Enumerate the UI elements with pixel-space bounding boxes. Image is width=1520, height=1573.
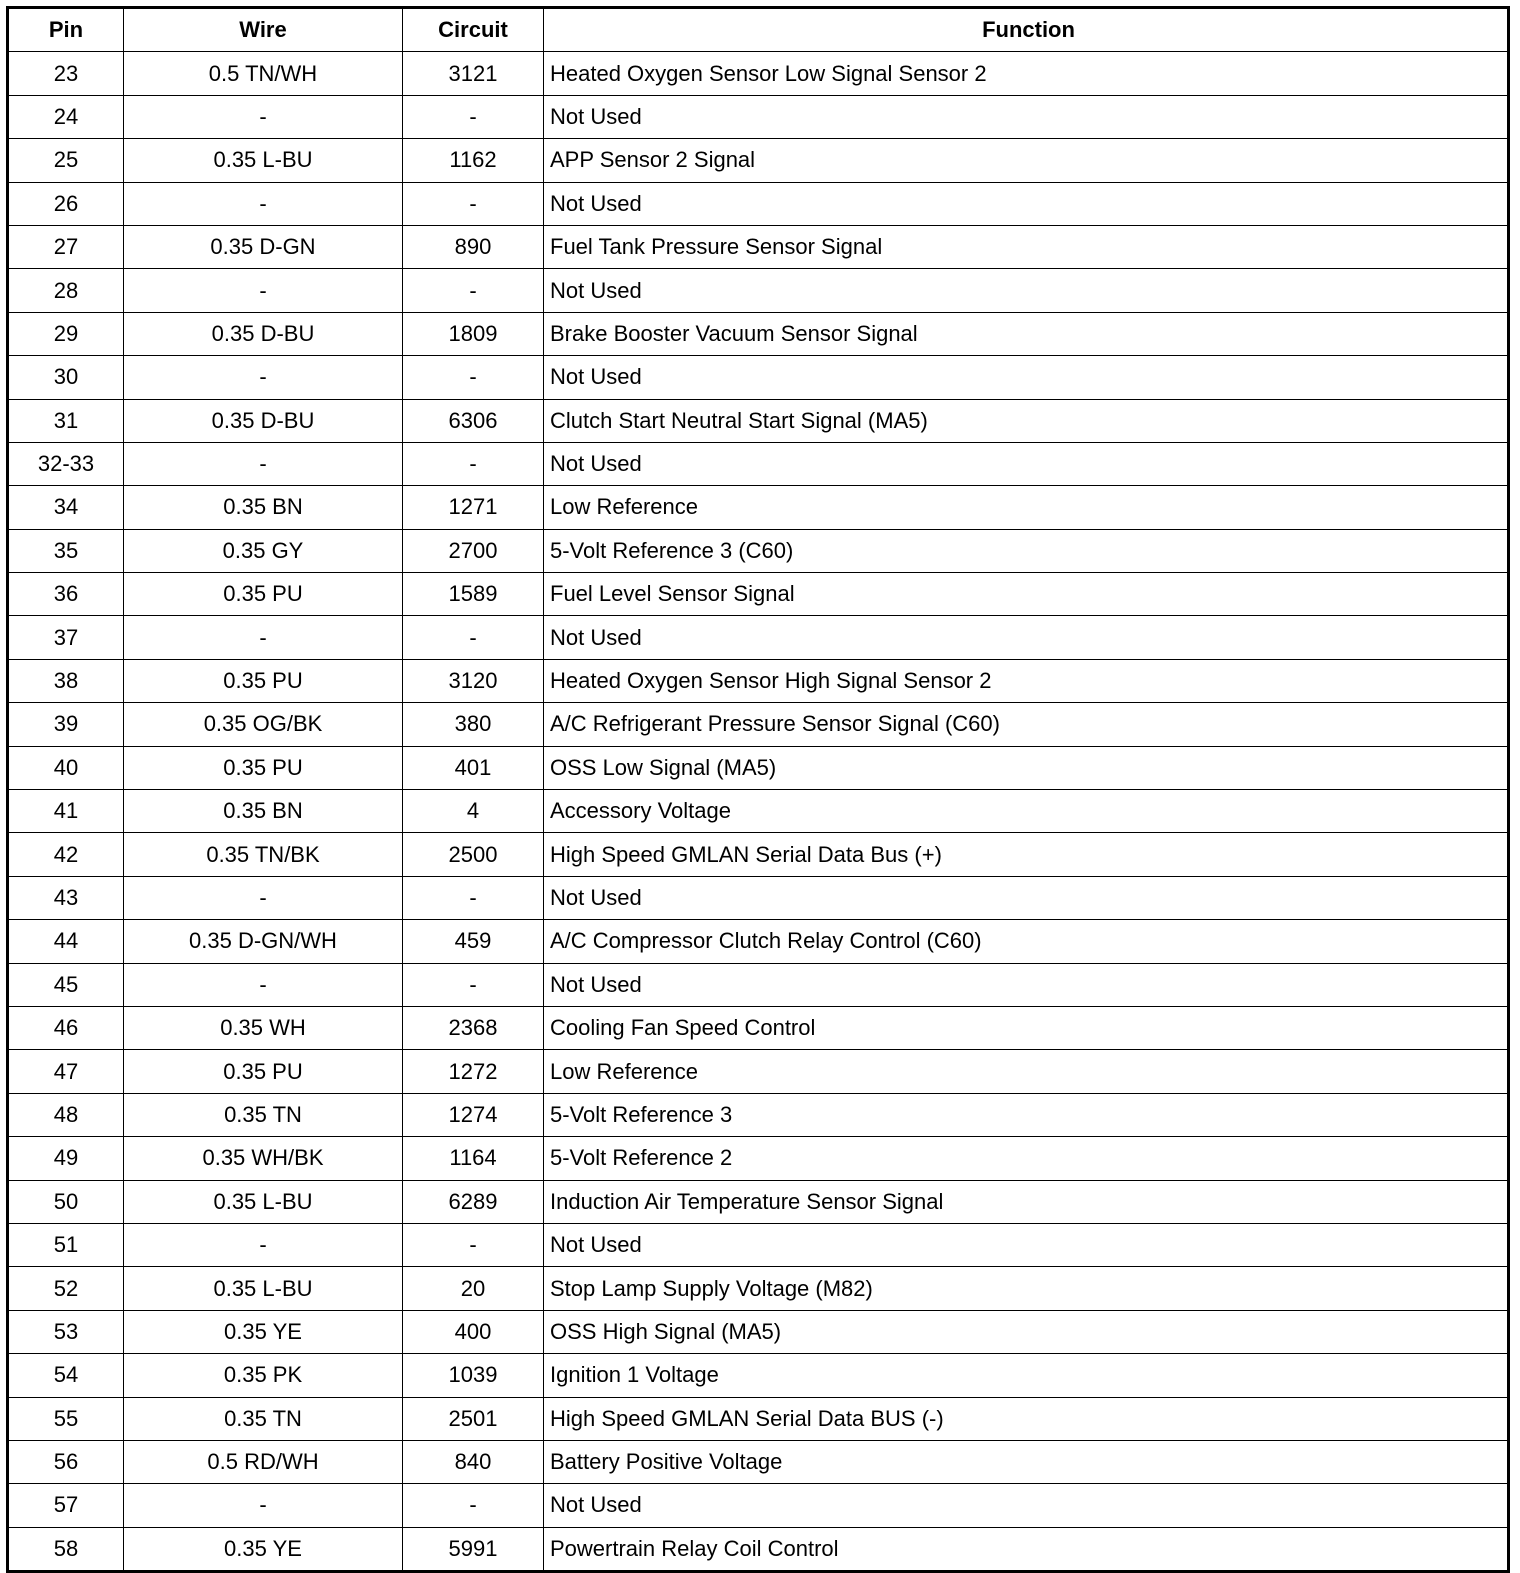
function-cell: OSS High Signal (MA5) [544, 1310, 1509, 1353]
function-cell: Stop Lamp Supply Voltage (M82) [544, 1267, 1509, 1310]
table-row [8, 920, 1509, 963]
wire-cell: 0.35 YE [124, 1310, 403, 1353]
pin-cell: 24 [8, 95, 124, 138]
wire-cell: 0.5 RD/WH [124, 1440, 403, 1483]
wire-cell: 0.35 L-BU [124, 1180, 403, 1223]
table-row [8, 52, 1509, 95]
table-row [8, 833, 1509, 876]
wire-cell: - [124, 1223, 403, 1266]
function-cell: Powertrain Relay Coil Control [544, 1527, 1509, 1571]
wire-cell: 0.35 WH [124, 1006, 403, 1049]
pin-cell: 31 [8, 399, 124, 442]
table-row [8, 616, 1509, 659]
wire-cell: 0.35 L-BU [124, 1267, 403, 1310]
pin-cell: 54 [8, 1354, 124, 1397]
function-cell: Not Used [544, 269, 1509, 312]
wire-cell: 0.35 L-BU [124, 139, 403, 182]
function-cell: Low Reference [544, 486, 1509, 529]
function-cell: Brake Booster Vacuum Sensor Signal [544, 312, 1509, 355]
table-body [8, 52, 1509, 1572]
function-cell: Ignition 1 Voltage [544, 1354, 1509, 1397]
table-row [8, 442, 1509, 485]
function-cell: Not Used [544, 1484, 1509, 1527]
pin-cell: 28 [8, 269, 124, 312]
wire-cell: 0.35 BN [124, 790, 403, 833]
circuit-cell: 1162 [403, 139, 544, 182]
wire-cell: - [124, 876, 403, 919]
pin-cell: 29 [8, 312, 124, 355]
circuit-cell: 1164 [403, 1137, 544, 1180]
function-cell: Not Used [544, 1223, 1509, 1266]
function-cell: Fuel Tank Pressure Sensor Signal [544, 225, 1509, 268]
circuit-cell: 4 [403, 790, 544, 833]
function-cell: Clutch Start Neutral Start Signal (MA5) [544, 399, 1509, 442]
circuit-cell: 1272 [403, 1050, 544, 1093]
function-cell: Fuel Level Sensor Signal [544, 573, 1509, 616]
table-row [8, 269, 1509, 312]
pin-cell: 55 [8, 1397, 124, 1440]
table-row [8, 1310, 1509, 1353]
wire-cell: 0.35 PK [124, 1354, 403, 1397]
table-row [8, 139, 1509, 182]
table-row [8, 876, 1509, 919]
pin-cell: 47 [8, 1050, 124, 1093]
pin-cell: 43 [8, 876, 124, 919]
circuit-cell: 380 [403, 703, 544, 746]
function-cell: 5-Volt Reference 2 [544, 1137, 1509, 1180]
circuit-cell: 2700 [403, 529, 544, 572]
function-cell: High Speed GMLAN Serial Data Bus (+) [544, 833, 1509, 876]
pin-cell: 48 [8, 1093, 124, 1136]
circuit-cell: 840 [403, 1440, 544, 1483]
pin-cell: 49 [8, 1137, 124, 1180]
pin-cell: 36 [8, 573, 124, 616]
circuit-cell: - [403, 182, 544, 225]
pin-cell: 51 [8, 1223, 124, 1266]
wire-cell: - [124, 269, 403, 312]
function-cell: Not Used [544, 963, 1509, 1006]
function-cell: 5-Volt Reference 3 (C60) [544, 529, 1509, 572]
circuit-cell: 6289 [403, 1180, 544, 1223]
circuit-cell: 3121 [403, 52, 544, 95]
table-row [8, 529, 1509, 572]
table-row [8, 1050, 1509, 1093]
function-cell: Not Used [544, 442, 1509, 485]
circuit-cell: 459 [403, 920, 544, 963]
table-row [8, 1397, 1509, 1440]
wire-cell: - [124, 616, 403, 659]
circuit-cell: 1589 [403, 573, 544, 616]
pin-cell: 41 [8, 790, 124, 833]
wire-cell: 0.35 TN/BK [124, 833, 403, 876]
circuit-cell: 1809 [403, 312, 544, 355]
circuit-cell: - [403, 1484, 544, 1527]
wire-cell: 0.35 OG/BK [124, 703, 403, 746]
pin-cell: 44 [8, 920, 124, 963]
table-row [8, 1223, 1509, 1266]
table-row [8, 746, 1509, 789]
pin-cell: 42 [8, 833, 124, 876]
table-row [8, 356, 1509, 399]
wire-cell: 0.35 PU [124, 746, 403, 789]
wire-cell: 0.35 D-GN/WH [124, 920, 403, 963]
circuit-cell: - [403, 876, 544, 919]
table-row [8, 1484, 1509, 1527]
function-cell: Low Reference [544, 1050, 1509, 1093]
circuit-cell: 1039 [403, 1354, 544, 1397]
function-cell: Not Used [544, 616, 1509, 659]
wire-cell: 0.35 GY [124, 529, 403, 572]
pin-cell: 26 [8, 182, 124, 225]
function-cell: A/C Compressor Clutch Relay Control (C60) [544, 920, 1509, 963]
pin-cell: 46 [8, 1006, 124, 1049]
table-row [8, 963, 1509, 1006]
table-row [8, 95, 1509, 138]
pin-cell: 35 [8, 529, 124, 572]
header-pin: Pin [8, 8, 124, 52]
circuit-cell: - [403, 616, 544, 659]
table-row [8, 703, 1509, 746]
table-row [8, 1354, 1509, 1397]
function-cell: APP Sensor 2 Signal [544, 139, 1509, 182]
pin-cell: 45 [8, 963, 124, 1006]
pin-cell: 52 [8, 1267, 124, 1310]
table-row [8, 790, 1509, 833]
pin-cell: 57 [8, 1484, 124, 1527]
wire-cell: 0.35 TN [124, 1397, 403, 1440]
wire-cell: - [124, 95, 403, 138]
circuit-cell: 6306 [403, 399, 544, 442]
wire-cell: - [124, 963, 403, 1006]
table-row [8, 1137, 1509, 1180]
table-row [8, 1527, 1509, 1571]
table-row [8, 225, 1509, 268]
pin-cell: 40 [8, 746, 124, 789]
pin-cell: 27 [8, 225, 124, 268]
circuit-cell: - [403, 1223, 544, 1266]
circuit-cell: - [403, 95, 544, 138]
circuit-cell: 401 [403, 746, 544, 789]
table-row [8, 659, 1509, 702]
wire-cell: 0.35 TN [124, 1093, 403, 1136]
wire-cell: - [124, 182, 403, 225]
pinout-table [6, 6, 1510, 1573]
pin-cell: 53 [8, 1310, 124, 1353]
table-row [8, 1180, 1509, 1223]
table-row [8, 182, 1509, 225]
table-row [8, 573, 1509, 616]
function-cell: A/C Refrigerant Pressure Sensor Signal (C60) [544, 703, 1509, 746]
function-cell: Not Used [544, 356, 1509, 399]
circuit-cell: - [403, 356, 544, 399]
function-cell: Induction Air Temperature Sensor Signal [544, 1180, 1509, 1223]
wire-cell: 0.35 D-BU [124, 312, 403, 355]
table-row [8, 1006, 1509, 1049]
function-cell: Not Used [544, 95, 1509, 138]
circuit-cell: 890 [403, 225, 544, 268]
circuit-cell: 2501 [403, 1397, 544, 1440]
pin-cell: 30 [8, 356, 124, 399]
header-circuit: Circuit [403, 8, 544, 52]
function-cell: Heated Oxygen Sensor Low Signal Sensor 2 [544, 52, 1509, 95]
pin-cell: 32-33 [8, 442, 124, 485]
wire-cell: 0.35 D-BU [124, 399, 403, 442]
table-row [8, 486, 1509, 529]
function-cell: High Speed GMLAN Serial Data BUS (-) [544, 1397, 1509, 1440]
pin-cell: 56 [8, 1440, 124, 1483]
circuit-cell: 1274 [403, 1093, 544, 1136]
wire-cell: 0.35 WH/BK [124, 1137, 403, 1180]
function-cell: Battery Positive Voltage [544, 1440, 1509, 1483]
circuit-cell: - [403, 269, 544, 312]
wire-cell: - [124, 442, 403, 485]
wire-cell: 0.35 PU [124, 1050, 403, 1093]
wire-cell: - [124, 356, 403, 399]
circuit-cell: 3120 [403, 659, 544, 702]
circuit-cell: - [403, 442, 544, 485]
wire-cell: 0.35 PU [124, 573, 403, 616]
circuit-cell: 1271 [403, 486, 544, 529]
wire-cell: 0.35 BN [124, 486, 403, 529]
table-row [8, 312, 1509, 355]
header-row [8, 8, 1509, 52]
header-function: Function [544, 8, 1509, 52]
circuit-cell: 5991 [403, 1527, 544, 1571]
pin-cell: 37 [8, 616, 124, 659]
table-row [8, 399, 1509, 442]
pin-cell: 25 [8, 139, 124, 182]
table-row [8, 1440, 1509, 1483]
pin-cell: 34 [8, 486, 124, 529]
function-cell: Cooling Fan Speed Control [544, 1006, 1509, 1049]
wire-cell: 0.35 D-GN [124, 225, 403, 268]
pin-cell: 50 [8, 1180, 124, 1223]
pin-cell: 38 [8, 659, 124, 702]
function-cell: Heated Oxygen Sensor High Signal Sensor 2 [544, 659, 1509, 702]
circuit-cell: 20 [403, 1267, 544, 1310]
header-wire: Wire [124, 8, 403, 52]
function-cell: 5-Volt Reference 3 [544, 1093, 1509, 1136]
table-row [8, 1267, 1509, 1310]
pin-cell: 23 [8, 52, 124, 95]
function-cell: Not Used [544, 876, 1509, 919]
wire-cell: 0.35 YE [124, 1527, 403, 1571]
circuit-cell: 2500 [403, 833, 544, 876]
wire-cell: 0.35 PU [124, 659, 403, 702]
function-cell: Accessory Voltage [544, 790, 1509, 833]
pin-cell: 58 [8, 1527, 124, 1571]
wire-cell: - [124, 1484, 403, 1527]
circuit-cell: - [403, 963, 544, 1006]
pin-cell: 39 [8, 703, 124, 746]
table-row [8, 1093, 1509, 1136]
circuit-cell: 400 [403, 1310, 544, 1353]
function-cell: OSS Low Signal (MA5) [544, 746, 1509, 789]
circuit-cell: 2368 [403, 1006, 544, 1049]
wire-cell: 0.5 TN/WH [124, 52, 403, 95]
function-cell: Not Used [544, 182, 1509, 225]
